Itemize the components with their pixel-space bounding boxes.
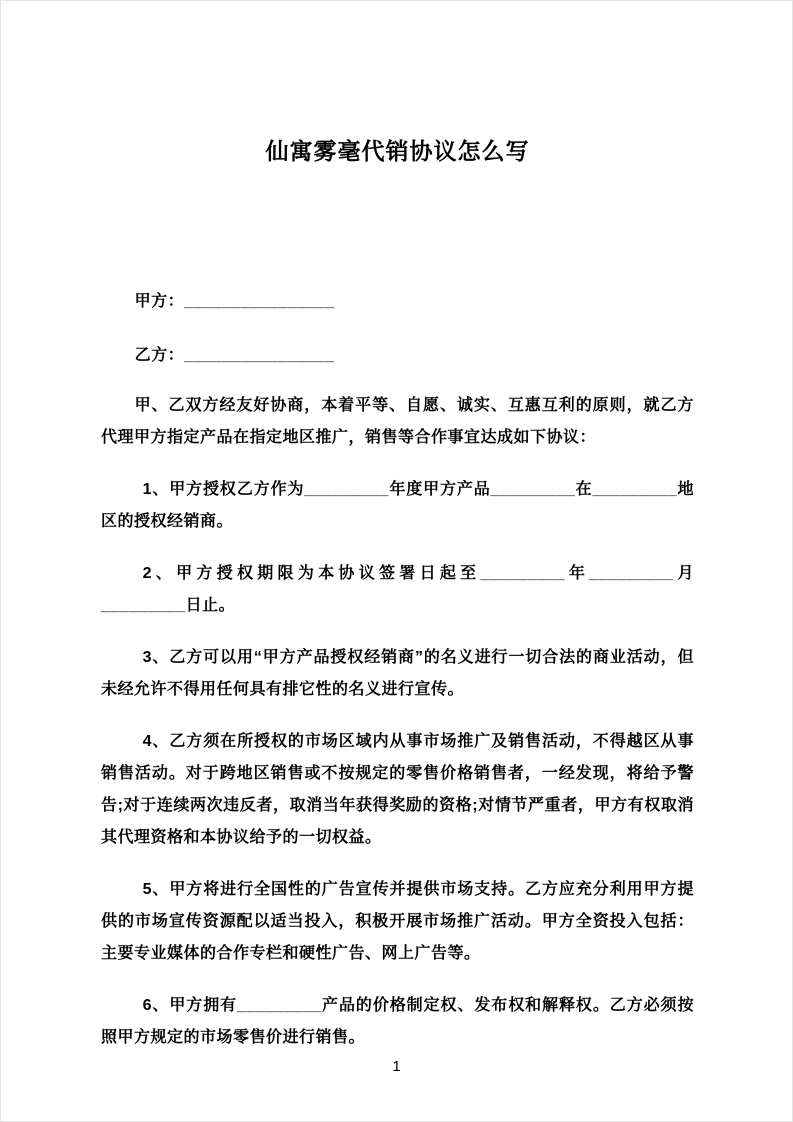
clause-4: 4、乙方须在所授权的市场区域内从事市场推广及销售活动，不得越区从事销售活动。对于跨地区销售或不按规定的零售价格销售者，一经发现，将给予警告;对于连续两次违反者，取消当年获得奖励的资格;对情节严重者，甲方有权取消其代理资格和本协议给予的一切权益。 (101, 733, 694, 846)
page-number: 1 (392, 1058, 401, 1075)
clause-6: 6、甲方拥有_________产品的价格制定权、发布权和解释权。乙方必须按照甲方规定的市场零售价进行销售。 (101, 997, 694, 1046)
clause-3: 3、乙方可以用“甲方产品授权经销商”的名义进行一切合法的商业活动，但未经允许不得用任何具有排它性的名义进行宣传。 (101, 649, 694, 698)
party-a-line: 甲方：________________ (134, 293, 335, 310)
clause-2: 2、甲方授权期限为本协议签署日起至_________年_________月_________日止。 (101, 565, 694, 614)
clause-5: 5、甲方将进行全国性的广告宣传并提供市场支持。乙方应充分利用甲方提供的市场宣传资源配以适当投入，积极开展市场推广活动。甲方全资投入包括：主要专业媒体的合作专栏和硬性广告、网上广告等。 (101, 881, 694, 962)
document-title: 仙寓雾毫代销协议怎么写 (265, 138, 530, 164)
party-b-line: 乙方：________________ (134, 347, 335, 364)
clause-1: 1、甲方授权乙方作为_________年度甲方产品_________在_________地区的授权经销商。 (101, 481, 694, 530)
intro-paragraph: 甲、乙双方经友好协商，本着平等、自愿、诚实、互惠互利的原则，就乙方代理甲方指定产品在指定地区推广，销售等合作事宜达成如下协议： (101, 397, 694, 446)
